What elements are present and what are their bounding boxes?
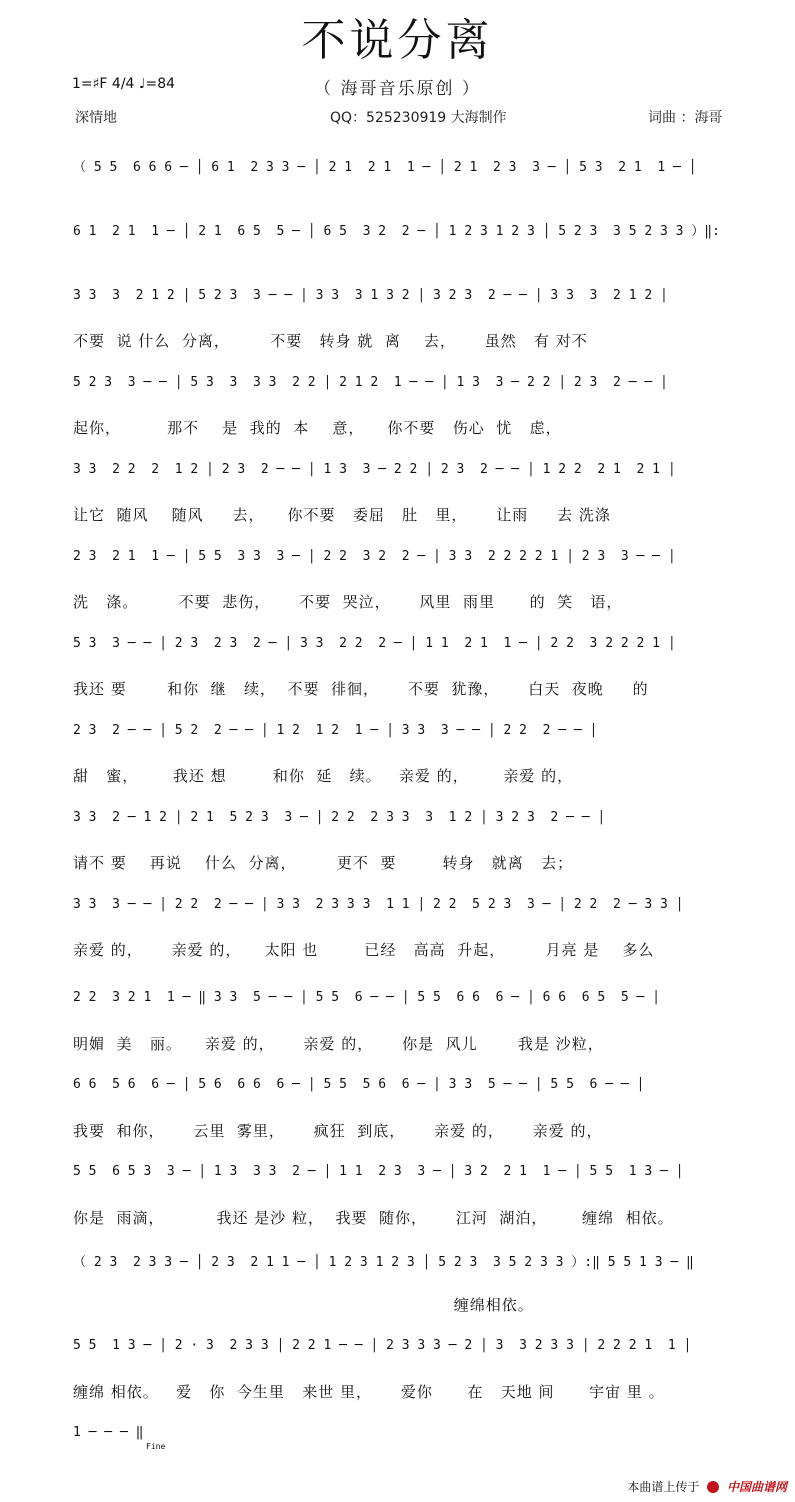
lyrics-row: 请不 要 再说 什么 分离， 更不 要 转身 就离 去； xyxy=(73,854,574,872)
notation-row: 3 3 3 2 1 2 │ 5 2 3 3 ─ ─ │ 3 3 3 1 3 2 │ 3 2 3 2 ─ ─ │ 3 3 3 2 1 2 │ xyxy=(73,288,668,303)
lyrics-row: 你是 雨滴， 我还 是沙 粒， 我要 随你， 江河 湖泊， 缠绵 相依。 xyxy=(73,1209,674,1227)
lyrics-row: 不要 说 什么 分离， 不要 转身 就 离 去， 虽然 有 对不 xyxy=(73,332,588,350)
lyrics-row: 甜 蜜， 我还 想 和你 延 续。 亲爱 的， 亲爱 的， xyxy=(73,767,574,785)
lyrics-row: 亲爱 的， 亲爱 的， 太阳 也 已经 高高 升起， 月亮 是 多么 xyxy=(73,941,655,959)
notation-row: 2 3 2 ─ ─ │ 5 2 2 ─ ─ │ 1 2 1 2 1 ─ │ 3 3 3 ─ ─ │ 2 2 2 ─ ─ │ xyxy=(73,723,598,738)
notation-row: 5 5 1 3 ─ │ 2 · 3 2 3 3 │ 2 2 1 ─ ─ │ 2 3 3 3 ─ 2 │ 3 3 2 3 3 │ 2 2 2 1 1 │ xyxy=(73,1338,692,1353)
lyrics-row: 我还 要 和你 继 续， 不要 徘徊， 不要 犹豫， 白天 夜晚 的 xyxy=(73,680,649,698)
notation-row: 3 3 2 2 2 1 2 │ 2 3 2 ─ ─ │ 1 3 3 ─ 2 2 │ 2 3 2 ─ ─ │ 1 2 2 2 1 2 1 │ xyxy=(73,462,676,477)
site-logo-icon xyxy=(707,1481,719,1493)
notation-row: 5 2 3 3 ─ ─ │ 5 3 3 3 3 2 2 │ 2 1 2 1 ─ ─ │ 1 3 3 ─ 2 2 │ 2 3 2 ─ ─ │ xyxy=(73,375,668,390)
notation-row: 6 1 2 1 1 ─ │ 2 1 6 5 5 ─ │ 6 5 3 2 2 ─ │ 1 2 3 1 2 3 │ 5 2 3 3 5 2 3 3 ）‖: xyxy=(73,224,720,239)
notation-row: 2 3 2 1 1 ─ │ 5 5 3 3 3 ─ │ 2 2 3 2 2 ─ │ 3 3 2 2 2 2 1 │ 2 3 3 ─ ─ │ xyxy=(73,549,676,564)
author-credit: 词曲 ：海哥 xyxy=(648,110,723,126)
notation-row: （ 2 3 2 3 3 ─ │ 2 3 2 1 1 ─ │ 1 2 3 1 2 3 │ 5 2 3 3 5 2 3 3 ）:‖ 5 5 1 3 ─ ‖ xyxy=(73,1255,694,1270)
notation-row: 1 ─ ─ ─ ‖ xyxy=(73,1425,144,1440)
notation-row: （ 5 5 6 6 6 ─ │ 6 1 2 3 3 ─ │ 2 1 2 1 1 ─ │ 2 1 2 3 3 ─ │ 5 3 2 1 1 ─ │ xyxy=(73,160,697,175)
notation-row: 5 3 3 ─ ─ │ 2 3 2 3 2 ─ │ 3 3 2 2 2 ─ │ 1 1 2 1 1 ─ │ 2 2 3 2 2 2 1 │ xyxy=(73,636,676,651)
footer-credit xyxy=(627,1478,787,1495)
footer-brand[interactable]: 中国曲谱网 xyxy=(726,1480,787,1494)
lyrics-row: 缠绵 相依。 爱 你 今生里 来世 里， 爱你 在 天地 间 宇宙 里 。 xyxy=(73,1383,665,1401)
notation-row: 2 2 3 2 1 1 ─ ‖ 3 3 5 ─ ─ │ 5 5 6 ─ ─ │ 5 5 6 6 6 ─ │ 6 6 6 5 5 ─ │ xyxy=(73,990,660,1005)
lyrics-row: 我要 和你， 云里 雾里， 疯狂 到底， 亲爱 的， 亲爱 的， xyxy=(73,1122,603,1140)
expression-mark: 深情地 xyxy=(75,110,117,126)
song-title: 不说分离 xyxy=(301,15,494,66)
notation-row: 3 3 3 ─ ─ │ 2 2 2 ─ ─ │ 3 3 2 3 3 3 1 1 │ 2 2 5 2 3 3 ─ │ 2 2 2 ─ 3 3 │ xyxy=(73,897,684,912)
lyrics-row: 让它 随风 随风 去， 你不要 委屈 肚 里， 让雨 去 洗涤 xyxy=(73,506,611,524)
notation-row: 5 5 6 5 3 3 ─ │ 1 3 3 3 2 ─ │ 1 1 2 3 3 ─ │ 3 2 2 1 1 ─ │ 5 5 1 3 ─ │ xyxy=(73,1164,684,1179)
notation-row: 6 6 5 6 6 ─ │ 5 6 6 6 6 ─ │ 5 5 5 6 6 ─ │ 3 3 5 ─ ─ │ 5 5 6 ─ ─ │ xyxy=(73,1077,645,1092)
lyrics-row: 明媚 美 丽。 亲爱 的， 亲爱 的， 你是 风儿 我是 沙粒， xyxy=(73,1035,604,1053)
footer-prefix: 本曲谱上传于 xyxy=(627,1480,700,1494)
lyrics-row: 起你， 那不 是 我的 本 意， 你不要 伤心 忧 虑， xyxy=(73,419,562,437)
producer-info: QQ：525230919 大海制作 xyxy=(330,110,507,126)
lyrics-row: 缠绵相依。 xyxy=(73,1296,534,1314)
song-subtitle: （ 海哥音乐原创 ） xyxy=(314,79,481,99)
notation-row: 3 3 2 ─ 1 2 │ 2 1 5 2 3 3 ─ │ 2 2 2 3 3 3 1 2 │ 3 2 3 2 ─ ─ │ xyxy=(73,810,606,825)
lyrics-row: 洗 涤。 不要 悲伤， 不要 哭泣， 风里 雨里 的 笑 语， xyxy=(73,593,623,611)
fine-mark: Fine xyxy=(146,1442,166,1451)
key-signature: 1=♯F 4/4 ♩=84 xyxy=(72,76,176,92)
